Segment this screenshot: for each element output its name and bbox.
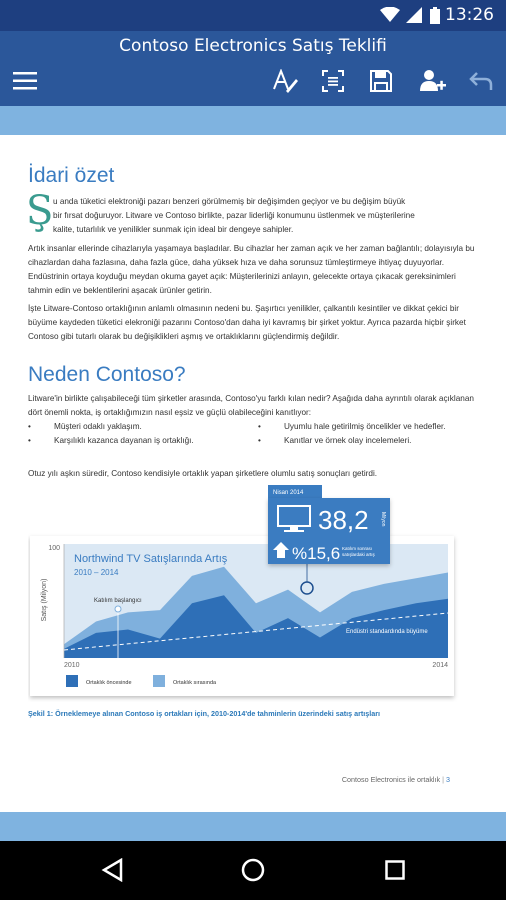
battery-icon: [430, 7, 440, 24]
android-nav-bar: [0, 841, 506, 900]
callout-pct-label-2: satışlardaki artış: [342, 552, 375, 557]
clock: 13:26: [445, 5, 494, 25]
drop-cap: Ş: [26, 188, 54, 234]
add-person-icon[interactable]: [418, 66, 448, 96]
callout-pct-label-1: Katılım sonrası: [342, 546, 373, 551]
para-1-line-3: kalite, tutarlılık ve yenilikler sunmak için ideal bir dengeye sahipler.: [53, 225, 294, 234]
home-icon[interactable]: [238, 855, 268, 885]
text-format-icon[interactable]: [270, 66, 300, 96]
page-number: 3: [446, 775, 450, 784]
y-tick-label: 100: [48, 545, 60, 552]
callout-big-unit: Milyon: [380, 512, 386, 527]
chart-title: Northwind TV Satışlarında Artış: [74, 553, 228, 565]
para-3: İşte Litware-Contoso ortaklığının anlamlı olmasının nedeni bu. Şaşırtıcı yenilikler, çalkantılı kesintiler ve dikkat çekici bir büyüme kaydeden tüketici elekroniği pazarını Contoso'dan daha iyi kavramış bir şirket yoktur. Ayrıca pazarda hiçbir şirket Contoso gibi tutarlı olarak bu değişiklikleri aşmış ve ortaklıklarını güçlendirmiş değildir.: [28, 304, 466, 341]
heading-executive-summary: İdari özet: [28, 164, 115, 187]
recents-icon[interactable]: [380, 855, 410, 885]
bullet-item: • Müşteri odaklı yaklaşım.: [54, 420, 142, 434]
chart-subtitle: 2010 – 2014: [74, 568, 119, 577]
save-icon[interactable]: [366, 66, 396, 96]
x-tick-label-end: 2014: [432, 662, 448, 669]
x-tick-label-start: 2010: [64, 662, 80, 669]
page-footer: Contoso Electronics ile ortaklık | 3: [341, 775, 450, 784]
y-axis-label: Satış (Milyon): [41, 578, 48, 622]
trend-label: Endüstri standardında büyüme: [346, 629, 428, 635]
footer-text: Contoso Electronics ile ortaklık: [341, 775, 441, 784]
back-icon[interactable]: [97, 855, 127, 885]
para-5: Otuz yılı aşkın süredir, Contoso kendisiyle ortaklık yapan şirketlere olumlu satış sonuçları getirdi.: [28, 469, 378, 478]
wifi-icon: [380, 7, 400, 23]
bullet-item: • Uyumlu hale getirilmiş öncelikler ve hedefler.: [284, 420, 446, 434]
status-bar: [0, 0, 506, 31]
document-title: Contoso Electronics Satış Teklifi: [119, 36, 387, 56]
annotation-dot: [115, 606, 121, 612]
para-1-line-2: bir fırsat doğuruyor. Litware ve Contoso birlikte, pazar liderliği konumunu üstlenmek ve müşterilerine: [53, 211, 415, 220]
para-2: Artık insanlar ellerinde cihazlarıyla yaşamaya başladılar. Bu cihazlar her zaman açık ve her zaman bağlantılı; dolayısıyla bu cihazlardan daha fazlasına, daha fazla güce, daha yüksek hıza ve daha sorunsuz tümleştirmeye ihtiyaç duyuyorlar. Endüstrinin ortaya koyduğu meydan okuma gayet açık: Müşterilerinizi anlayın, gelecekte ortaya çıkacak gereksinimleri tahmin edin ve beklentilerini aşacak ürünler getirin.: [28, 244, 475, 295]
page-gap-top: [0, 106, 506, 135]
annotation-label: Katılım başlangıcı: [94, 598, 142, 604]
bullet-item: • Kanıtlar ve örnek olay incelemeleri.: [284, 434, 411, 448]
para-4: Litware'in birlikte çalışabileceği tüm şirketler arasında, Contoso'yu farklı kılan nedir? Aşağıda daha ayrıntılı olarak açıklanan dört önemli nokta, iş ortaklığımızın nasıl eşsiz ve güçlü olabileceğini kanıtlıyor:: [28, 394, 474, 417]
callout-big-value: 38,2: [318, 505, 369, 535]
app-bar: [0, 31, 506, 106]
figure-caption: Şekil 1: Örneklemeye alınan Contoso iş ortakları için, 2010-2014'de tahminlerin üzerindeki satış artışları: [28, 709, 381, 718]
fit-page-icon[interactable]: [318, 66, 348, 96]
callout-pct-value: %15,6: [292, 544, 341, 563]
heading-why-contoso: Neden Contoso?: [28, 363, 186, 386]
callout-tag: Nisan 2014: [273, 490, 304, 496]
undo-icon[interactable]: [466, 66, 496, 96]
legend-label-during: Ortaklık sırasında: [173, 680, 217, 686]
sales-chart: [28, 482, 468, 702]
page-gap-bottom: [0, 812, 506, 841]
bullet-item: • Karşılıklı kazanca dayanan iş ortaklığı.: [54, 434, 194, 448]
document-page[interactable]: [0, 135, 506, 812]
legend-swatch-during: [153, 675, 165, 687]
para-1-line-1: u anda tüketici elektroniği pazarı benzeri görülmemiş bir değişimden geçiyor ve bu değişim büyük: [53, 197, 406, 206]
signal-icon: [406, 7, 422, 23]
legend-label-before: Ortaklık öncesinde: [86, 680, 132, 686]
hamburger-menu-icon[interactable]: [10, 66, 40, 96]
legend-swatch-before: [66, 675, 78, 687]
